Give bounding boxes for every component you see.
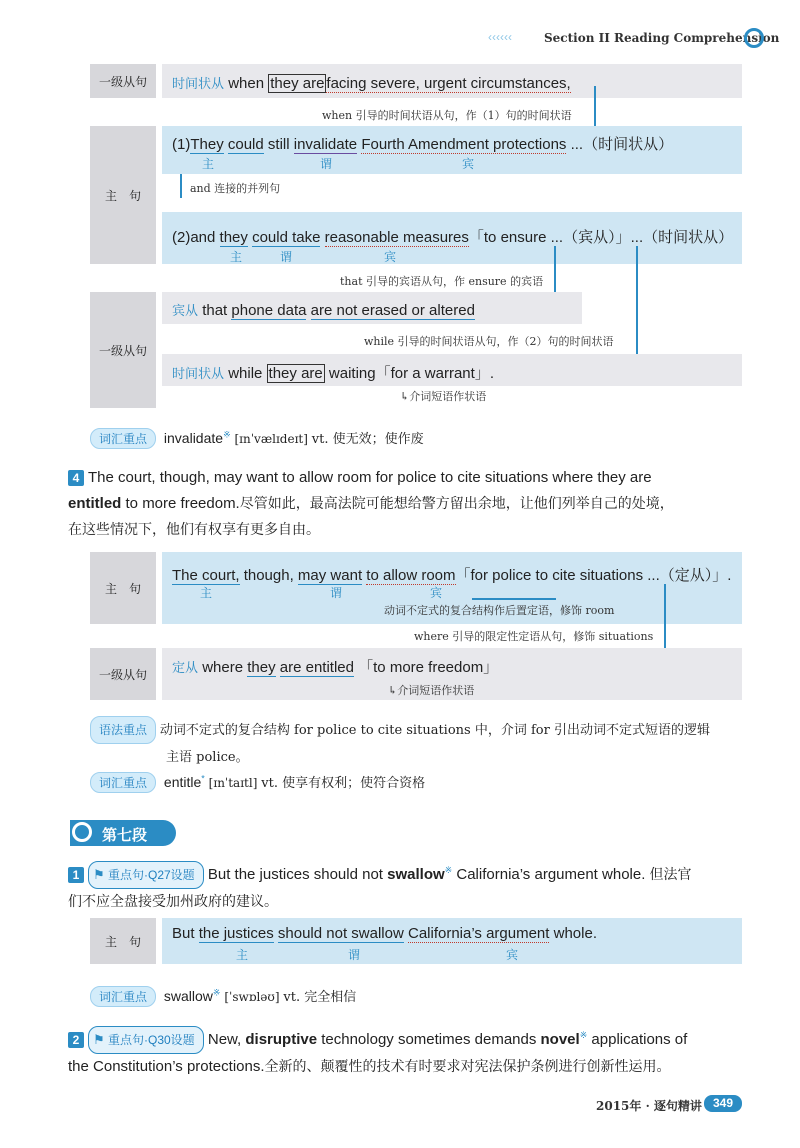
page-number: 349 [704,1095,742,1112]
row-when-text: 时间状从 when they are facing severe, urgent circumstances, [172,75,571,92]
vocab-entitle: 词汇重点 entitle* [ɪnˈtaɪtl] vt. 使享有权利；使符合资格 [90,772,425,793]
header-arrows: ‹‹‹‹‹‹ [488,30,512,44]
magnifier-icon [72,822,92,842]
row-where-text: 定从 where they are entitled 「to more freedom」 [172,659,499,676]
level1-label-2: 一级从句 [90,292,156,408]
main-label-3: 主 句 [90,918,156,964]
section-title: Section II Reading Comprehension [544,31,780,45]
main-label-2: 主 句 [90,552,156,624]
note-prep-2: ↳介词短语作状语 [388,684,475,697]
vocab-swallow: 词汇重点 swallow※ [ˈswɒləʊ] vt. 完全相信 [90,986,356,1007]
footer-text: 2015年 · 逐句精讲 [596,1099,702,1113]
vocab-invalidate: 词汇重点 invalidate※ [ɪnˈvælɪdeɪt] vt. 使无效；使作废 [90,428,424,449]
level1-label-3: 一级从句 [90,648,156,700]
row-while-text: 时间状从 while they are waiting「for a warrant」. [172,365,494,382]
row-clause2-text: (2)and they could take reasonable measures「to ensure ...（宾从）」...（时间状从） [172,229,734,246]
row-court-text: The court, though, may want to allow room「for police to cite situations ...（定从）」. [172,567,732,584]
note-when: when 引导的时间状语从句，作（1）句的时间状语 [322,109,572,122]
level1-label: 一级从句 [90,64,156,98]
paragraph-4: 4 The court, though, may want to allow room for police to cite situations where they are entitled to more freedom.尽管如此，最高法院可能想给警方留出余地，让他们列举自己的处境， 在这些情况下，他们有权享有更多自由。 [68,469,674,538]
row-clause1-text: (1)They could still invalidate Fourth Amendment protections ...（时间状从） [172,136,674,153]
main-label: 主 句 [90,126,156,264]
note-comp: 动词不定式的复合结构作后置定语，修饰 room [384,604,615,617]
note-where: where 引导的限定性定语从句，修饰 situations [414,630,654,643]
grammar-note: 语法重点 动词不定式的复合结构 for police to cite situations 中，介词 for 引出动词不定式短语的逻辑 主语 police。 [90,716,750,770]
note-prep-1: ↳介词短语作状语 [400,390,487,403]
note-while: while 引导的时间状语从句，作（2）句的时间状语 [364,335,614,348]
sentence-2: 2 ⚑ 重点句·Q30设题 New, disruptive technology sometimes demands novel※ applications of the Constitution’s protections.全新的、颠覆性的技术有时要求对宪法保护条例进行创新性运用。 [68,1022,768,1080]
note-and: and 连接的并列句 [190,182,281,195]
row-that-text: 宾从 that phone data are not erased or altered [172,302,475,319]
search-icon [744,28,764,48]
sentence-1: 1 ⚑ 重点句·Q27设题 But the justices should not swallow※ California’s argument whole. 但法官 们不应全盘接受加州政府的建议。 [68,857,748,915]
section-seven-title: 第七段 [102,826,148,844]
note-that: that 引导的宾语从句，作 ensure 的宾语 [340,275,544,288]
row-justices-text: But the justices should not swallow California’s argument whole. [172,925,597,942]
